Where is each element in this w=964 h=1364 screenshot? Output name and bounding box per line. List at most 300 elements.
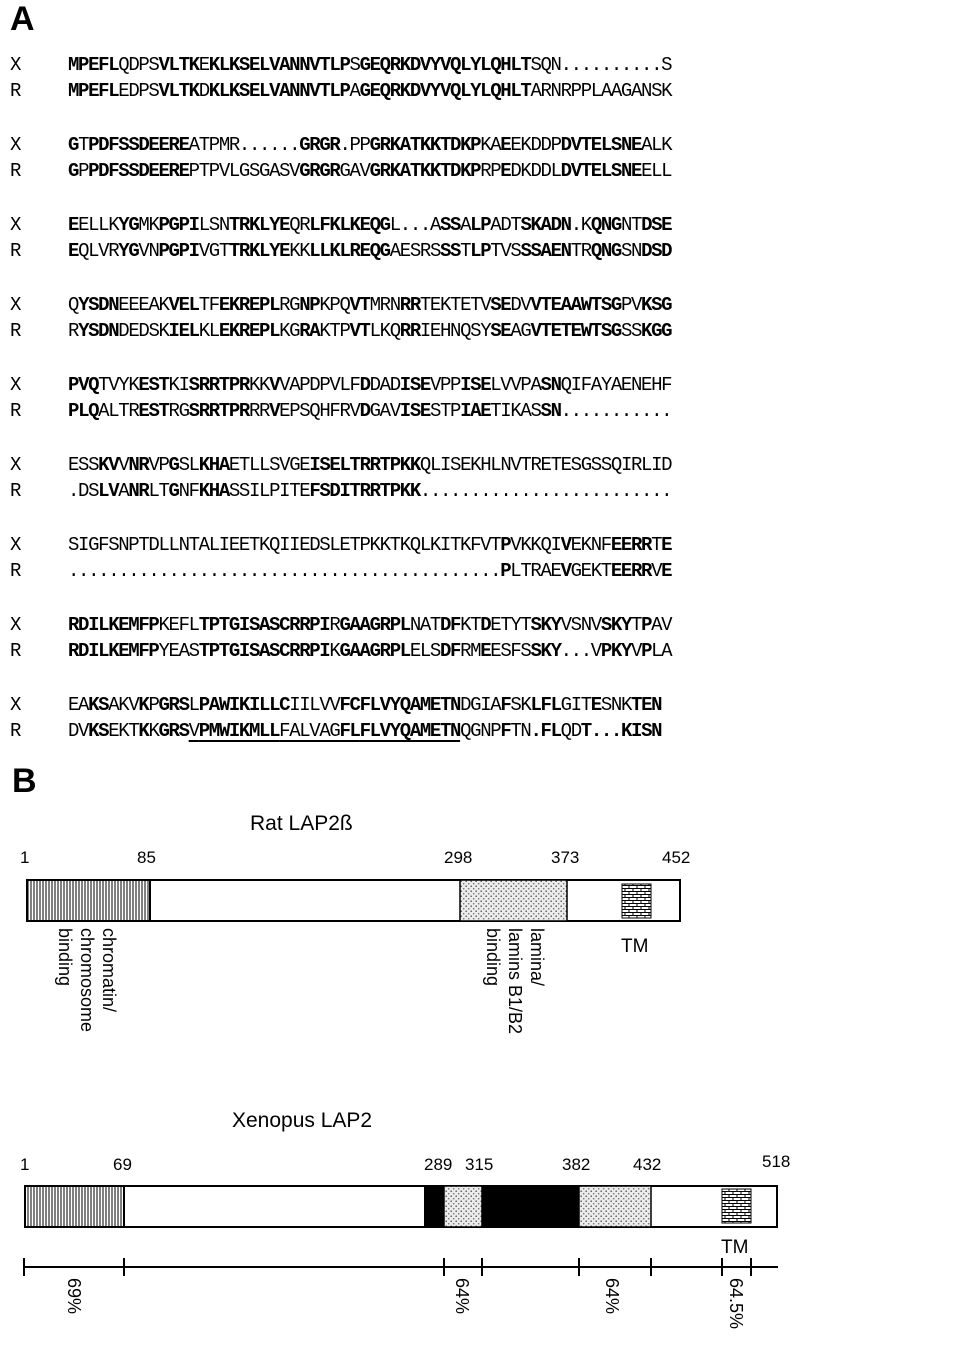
species-prefix: X	[10, 374, 22, 396]
sequence-segment: SQN..........S	[530, 54, 672, 76]
sequence-segment: TRKLYE	[228, 240, 290, 262]
sequence-segment: V	[651, 560, 662, 582]
xenopus-pos-289: 289	[424, 1155, 453, 1174]
sequence-segment: DF	[439, 640, 461, 662]
sequence-segment: .PP	[339, 134, 370, 156]
xenopus-chromatin-domain	[26, 1187, 124, 1226]
sequence-segment: LTRAE	[510, 560, 561, 582]
sequence-segment: TN	[510, 720, 531, 742]
xenopus-pos-518: 518	[762, 1152, 791, 1171]
sequence-segment: ELLK	[78, 214, 119, 236]
sequence-segment: D	[480, 614, 491, 636]
sequence-segment: LP	[470, 240, 491, 262]
sequence-text	[68, 212, 671, 238]
sequence-segment: RG	[168, 400, 189, 422]
sequence-segment: LV	[98, 480, 119, 502]
species-prefix: X	[10, 134, 22, 156]
sequence-segment: .........................	[419, 480, 672, 502]
sequence-segment: VLTK	[158, 54, 199, 76]
species-prefix: X	[10, 214, 22, 236]
sequence-segment: AKV	[108, 694, 139, 716]
sequence-segment: EKREPL	[218, 294, 280, 316]
sequence-segment: DVTELSNE	[560, 160, 642, 182]
sequence-segment: VEL	[168, 294, 199, 316]
species-prefix: X	[10, 694, 22, 716]
sequence-segment: V	[269, 400, 280, 422]
xenopus-dotted-domain-1	[444, 1186, 482, 1227]
sequence-segment: RR	[248, 400, 270, 422]
sequence-segment: VKKQI	[510, 534, 561, 556]
sequence-segment: P	[148, 694, 159, 716]
sequence-segment: KGG	[641, 320, 672, 342]
rat-chromatin-domain	[28, 881, 150, 920]
sequence-segment: IEL	[168, 320, 199, 342]
sequence-segment: MRN	[369, 294, 400, 316]
sequence-segment: ...........................................	[68, 560, 501, 582]
species-prefix: R	[10, 560, 22, 582]
sequence-segment: VP	[148, 454, 169, 476]
species-prefix: R	[10, 320, 22, 342]
species-prefix: R	[10, 480, 22, 502]
sequence-segment: TVS	[490, 240, 521, 262]
sequence-segment: YG	[118, 214, 139, 236]
sequence-segment: GRKATKKTDKP	[369, 134, 481, 156]
sequence-segment: DSK	[138, 320, 169, 342]
sequence-segment: RP	[480, 160, 501, 182]
xenopus-pos-315: 315	[465, 1155, 494, 1174]
sequence-segment: EA	[68, 694, 89, 716]
sequence-segment: FL	[339, 720, 360, 742]
sequence-segment: MPEFL	[68, 80, 119, 102]
sequence-segment: K	[138, 694, 149, 716]
sequence-segment: GRGR	[299, 134, 340, 156]
sequence-segment: SE	[490, 294, 511, 316]
sequence-segment: ALTR	[98, 400, 139, 422]
sequence-segment: A	[118, 480, 129, 502]
sequence-segment: MR......	[218, 134, 300, 156]
sequence-segment: KLKSELVANNVTLP	[208, 54, 350, 76]
sequence-segment: V	[118, 454, 129, 476]
sequence-segment: KK	[289, 240, 310, 262]
sequence-segment: LVVPA	[490, 374, 541, 396]
domain-diagram	[0, 780, 964, 1364]
sequence-segment: KHA	[198, 454, 229, 476]
alignment-block	[0, 292, 964, 372]
sequence-text	[68, 318, 671, 344]
sequence-segment: KEQG	[349, 214, 390, 236]
sequence-segment: ATP	[188, 134, 219, 156]
sequence-segment: LP	[470, 214, 491, 236]
sequence-segment: A	[460, 214, 471, 236]
sequence-segment: R	[329, 614, 340, 636]
xenopus-title: Xenopus LAP2	[232, 1109, 373, 1132]
sequence-segment: E	[661, 560, 672, 582]
sequence-segment: P	[550, 134, 561, 156]
rat-chromatin-label-1: chromatin/	[99, 928, 119, 1013]
rat-pos-373: 373	[551, 848, 580, 867]
rat-lamina-label-2: lamins B1/B2	[505, 928, 525, 1035]
sequence-text	[68, 452, 671, 478]
sequence-segment: SFS	[500, 640, 531, 662]
sequence-segment: EPSQHFRV	[279, 400, 360, 422]
sequence-text	[68, 478, 671, 504]
alignment-block	[0, 452, 964, 532]
sequence-segment: KG	[279, 320, 300, 342]
sequence-text	[68, 718, 661, 744]
sequence-segment: IA	[480, 694, 501, 716]
sequence-segment: LT	[148, 480, 169, 502]
sequence-segment: KTETV	[439, 294, 491, 316]
sequence-segment: RR	[399, 294, 420, 316]
sequence-segment: ETLL	[228, 454, 270, 476]
rat-pos-452: 452	[662, 848, 691, 867]
species-prefix: X	[10, 534, 22, 556]
sequence-segment: HNQSY	[439, 320, 491, 342]
sequence-segment: P	[78, 160, 89, 182]
sequence-segment: E	[490, 640, 501, 662]
sequence-segment: LSN	[198, 214, 229, 236]
rat-title: Rat LAP2ß	[250, 812, 353, 835]
rat-tm-label: TM	[621, 936, 649, 957]
sequence-segment: L	[550, 160, 561, 182]
sequence-segment: DE	[118, 320, 139, 342]
sequence-text	[68, 238, 671, 264]
alignment-block	[0, 52, 964, 132]
sequence-segment: E	[68, 240, 79, 262]
identity-pct-2: 64%	[452, 1278, 472, 1315]
sequence-segment: E	[590, 694, 601, 716]
sequence-segment: NR	[128, 480, 149, 502]
sequence-segment: P	[500, 534, 511, 556]
sequence-alignment	[0, 52, 964, 772]
sequence-segment: D	[198, 80, 209, 102]
sequence-segment: DAD	[369, 374, 400, 396]
sequence-segment: NT	[620, 214, 642, 236]
sequence-text	[68, 398, 671, 424]
sequence-segment: SN	[540, 374, 561, 396]
sequence-segment: Q	[68, 294, 79, 316]
sequence-segment: G	[68, 160, 79, 182]
sequence-segment: EAK	[138, 294, 169, 316]
sequence-text	[68, 532, 671, 558]
sequence-segment: SIGFSNPTDLLNTALIEETKQIIEDSLETPKKTKQLKITKFVT	[68, 534, 501, 556]
panel-a-label: A	[10, 0, 35, 38]
sequence-segment: KK	[248, 374, 270, 396]
sequence-text	[68, 692, 661, 718]
sequence-segment: PGPI	[158, 214, 199, 236]
sequence-segment: TIKAS	[490, 400, 541, 422]
sequence-segment: QIFAYAENEHF	[560, 374, 672, 396]
species-prefix: X	[10, 54, 22, 76]
sequence-segment: P	[68, 400, 79, 422]
xenopus-protein-bar	[25, 1186, 777, 1227]
sequence-segment: F	[500, 694, 511, 716]
rat-chromatin-label-2: chromosome	[77, 928, 97, 1033]
sequence-segment: VTE	[530, 320, 561, 342]
sequence-segment: P	[641, 614, 652, 636]
sequence-segment: V	[188, 720, 199, 742]
sequence-segment: GAAGRPL	[339, 614, 410, 636]
sequence-segment: L	[188, 694, 199, 716]
sequence-text	[68, 638, 671, 664]
xenopus-pos-432: 432	[633, 1155, 662, 1174]
rat-tm-domain	[622, 884, 651, 918]
sequence-segment: VLGSGASV	[218, 160, 300, 182]
sequence-segment: EKNF	[570, 534, 611, 556]
sequence-segment: K	[329, 640, 340, 662]
sequence-segment: PV	[620, 294, 642, 316]
sequence-segment: SKY	[530, 640, 561, 662]
sequence-segment: LA	[651, 640, 672, 662]
sequence-segment: EKREPL	[218, 320, 280, 342]
sequence-segment: IE	[419, 320, 440, 342]
sequence-text	[68, 558, 671, 584]
xenopus-tm-label: TM	[721, 1237, 749, 1258]
sequence-segment: MPEFL	[68, 54, 119, 76]
sequence-segment: KHA	[198, 480, 229, 502]
sequence-segment: IILVV	[289, 694, 340, 716]
sequence-segment: IAE	[460, 400, 491, 422]
sequence-segment: P	[68, 374, 79, 396]
sequence-segment: SSAEN	[520, 240, 571, 262]
species-prefix: R	[10, 160, 22, 182]
species-prefix: R	[10, 640, 22, 662]
rat-lamina-label-1: lamina/	[527, 928, 547, 987]
sequence-segment: DV	[68, 720, 89, 742]
sequence-segment: VGT	[198, 240, 229, 262]
sequence-segment: REQG	[349, 240, 390, 262]
sequence-segment: FLVYQAMETN	[359, 720, 461, 742]
sequence-segment: PKY	[600, 640, 631, 662]
sequence-text	[68, 52, 671, 78]
sequence-segment: T	[460, 240, 471, 262]
sequence-segment: G	[168, 454, 179, 476]
sequence-text	[68, 78, 671, 104]
sequence-segment: VAPDPVLF	[279, 374, 360, 396]
sequence-segment: GRS	[158, 694, 189, 716]
sequence-segment: GRS	[158, 720, 189, 742]
sequence-segment: KS	[88, 694, 109, 716]
sequence-segment: E	[490, 614, 501, 636]
sequence-segment: V	[631, 640, 642, 662]
sequence-segment: KEFL	[158, 614, 199, 636]
sequence-segment: FALVAG	[279, 720, 340, 742]
species-prefix: R	[10, 720, 22, 742]
sequence-segment: GAV	[339, 160, 370, 182]
sequence-segment: KV	[98, 454, 119, 476]
sequence-segment: ADT	[490, 214, 521, 236]
sequence-segment: NR	[128, 454, 149, 476]
sequence-segment: EE	[118, 294, 139, 316]
sequence-segment: SN	[620, 240, 642, 262]
sequence-segment: DV	[510, 294, 531, 316]
sequence-segment: SS	[440, 240, 461, 262]
sequence-segment: .FL	[530, 720, 561, 742]
sequence-segment: ALK	[641, 134, 672, 156]
sequence-segment: LQ	[78, 400, 99, 422]
sequence-segment: NAT	[409, 614, 440, 636]
sequence-segment: V	[269, 374, 280, 396]
species-prefix: R	[10, 240, 22, 262]
rat-chromatin-label-3: binding	[55, 928, 75, 987]
sequence-segment: E	[500, 160, 511, 182]
sequence-segment: V	[560, 560, 571, 582]
sequence-segment: K	[138, 720, 149, 742]
alignment-block	[0, 612, 964, 692]
sequence-segment: R	[68, 320, 79, 342]
sequence-segment: GRGR	[299, 160, 340, 182]
sequence-segment: TEN	[631, 694, 662, 716]
sequence-segment: EKT	[108, 720, 139, 742]
sequence-segment: SE	[490, 320, 511, 342]
sequence-segment: TRRTPKK	[349, 480, 420, 502]
sequence-segment: QG	[460, 720, 481, 742]
sequence-segment: PGPI	[158, 240, 199, 262]
sequence-segment: ...........	[560, 400, 672, 422]
sequence-segment: PDFSSDEERE	[88, 134, 189, 156]
rat-lamina-domain	[460, 880, 567, 921]
sequence-segment: DVTELSNE	[560, 134, 642, 156]
xenopus-black-segment-1	[424, 1186, 444, 1227]
sequence-segment: QNG	[590, 214, 621, 236]
sequence-segment: KISN	[620, 720, 662, 742]
sequence-segment: LLKL	[309, 240, 350, 262]
sequence-segment: E	[500, 134, 511, 156]
sequence-segment: P	[500, 560, 511, 582]
alignment-block	[0, 692, 964, 772]
sequence-segment: SS	[440, 214, 461, 236]
sequence-text	[68, 132, 671, 158]
sequence-segment: QD	[560, 720, 581, 742]
sequence-text	[68, 158, 671, 184]
sequence-segment: ...V	[560, 640, 601, 662]
sequence-segment: TVYK	[98, 374, 139, 396]
sequence-segment: EST	[138, 374, 169, 396]
sequence-segment: ESS	[68, 454, 99, 476]
sequence-segment: FC	[339, 694, 360, 716]
sequence-segment: KI	[168, 374, 189, 396]
sequence-segment: E	[480, 640, 491, 662]
sequence-segment: GEKT	[570, 560, 611, 582]
sequence-segment: G	[68, 134, 79, 156]
sequence-segment: SN	[540, 400, 561, 422]
species-prefix: X	[10, 614, 22, 636]
sequence-segment: PMWIKMLL	[198, 720, 280, 742]
xenopus-pos-1: 1	[20, 1155, 30, 1174]
sequence-segment: ELS	[409, 640, 440, 662]
sequence-segment: VPP	[429, 374, 461, 396]
sequence-segment: DSD	[641, 240, 672, 262]
xenopus-pos-69: 69	[113, 1155, 132, 1174]
sequence-segment: AESRS	[389, 240, 440, 262]
sequence-segment: A	[349, 80, 360, 102]
sequence-segment: E	[661, 534, 672, 556]
sequence-segment: KTP	[319, 320, 350, 342]
sequence-segment: PTP	[188, 160, 219, 182]
sequence-segment: PITE	[269, 480, 310, 502]
sequence-segment: SKY	[530, 614, 561, 636]
sequence-segment: D	[359, 400, 370, 422]
sequence-segment: YG	[118, 240, 139, 262]
sequence-segment: RDILKEMFP	[68, 640, 159, 662]
sequence-segment: QLVR	[78, 240, 119, 262]
sequence-segment: TF	[198, 294, 219, 316]
identity-pct-4: 64.5%	[726, 1278, 746, 1330]
sequence-segment: VLTK	[158, 80, 199, 102]
rat-lamina-label-3: binding	[483, 928, 503, 987]
sequence-segment: DSE	[641, 214, 672, 236]
sequence-segment: NP	[299, 294, 320, 316]
sequence-segment: SKADN	[520, 214, 571, 236]
sequence-segment: .DS	[68, 480, 99, 502]
sequence-segment: KLKSELVANNVTLP	[208, 80, 350, 102]
sequence-segment: LKQ	[369, 320, 400, 342]
xenopus-pos-382: 382	[562, 1155, 591, 1174]
xenopus-tm-domain	[722, 1189, 751, 1223]
alignment-block	[0, 132, 964, 212]
sequence-segment: ISE	[460, 374, 491, 396]
sequence-segment: TRKLYE	[228, 214, 290, 236]
sequence-segment: DKDD	[510, 160, 551, 182]
sequence-segment: STP	[429, 400, 461, 422]
sequence-segment: T	[580, 720, 591, 742]
sequence-text	[68, 292, 671, 318]
alignment-block	[0, 532, 964, 612]
sequence-segment: VT	[349, 320, 370, 342]
sequence-segment: GEQRKDVYVQLYLQHLT	[359, 54, 531, 76]
sequence-segment: SSIL	[228, 480, 270, 502]
sequence-segment: TE	[419, 294, 440, 316]
sequence-segment: FSDI	[309, 480, 350, 502]
identity-pct-1: 69%	[64, 1278, 84, 1315]
sequence-segment: LFKL	[309, 214, 350, 236]
sequence-segment: VT	[349, 294, 370, 316]
sequence-segment: RDILKEMFP	[68, 614, 159, 636]
alignment-block	[0, 212, 964, 292]
sequence-segment: ISE	[399, 374, 430, 396]
sequence-segment: YSDN	[78, 320, 119, 342]
xenopus-black-segment-2	[482, 1186, 579, 1227]
sequence-segment: YSDN	[78, 294, 119, 316]
sequence-segment: T	[78, 134, 89, 156]
sequence-segment: SKY	[600, 614, 631, 636]
rat-pos-1: 1	[20, 848, 30, 867]
rat-pos-85: 85	[137, 848, 156, 867]
sequence-segment: VSNV	[560, 614, 601, 636]
sequence-segment: QR	[289, 214, 310, 236]
sequence-segment: T	[651, 534, 662, 556]
sequence-segment: ELL	[641, 160, 672, 182]
sequence-segment: TRRTPKK	[349, 454, 420, 476]
sequence-segment: DF	[439, 614, 461, 636]
sequence-segment: EST	[138, 400, 169, 422]
sequence-segment: DG	[460, 694, 481, 716]
sequence-segment: K	[148, 720, 159, 742]
sequence-segment: TEWTSG	[560, 320, 621, 342]
sequence-segment: NF	[178, 480, 199, 502]
sequence-segment: GRKATKKTDKP	[369, 160, 481, 182]
sequence-segment: GEQRKDVYVQLYLQHLT	[359, 80, 531, 102]
sequence-segment: NP	[480, 720, 501, 742]
sequence-segment: RA	[299, 320, 320, 342]
sequence-segment: V	[560, 534, 571, 556]
sequence-segment: KSG	[641, 294, 672, 316]
sequence-segment: TPTGISASCRRPI	[198, 614, 330, 636]
sequence-segment: F	[500, 720, 511, 742]
sequence-segment: .K	[570, 214, 591, 236]
identity-pct-3: 64%	[602, 1278, 622, 1315]
sequence-segment: AG	[510, 320, 531, 342]
